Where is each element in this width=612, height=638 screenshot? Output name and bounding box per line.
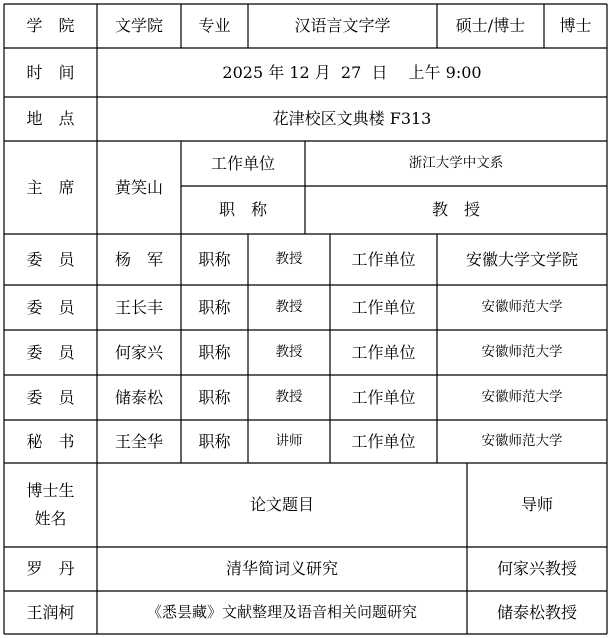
student-name: 罗 丹 <box>26 559 75 578</box>
secretary-unit-label: 工作单位 <box>351 431 416 451</box>
member-unit-label: 工作单位 <box>351 249 416 269</box>
member-role: 委 员 <box>26 297 75 317</box>
chair-role: 主 席 <box>26 177 75 197</box>
secretary-role: 秘 书 <box>26 431 75 451</box>
student-advisor: 储泰松教授 <box>496 602 577 622</box>
secretary-title: 讲师 <box>275 433 303 450</box>
member-title-label: 职称 <box>198 342 231 362</box>
degree-value: 博士 <box>559 16 592 35</box>
degree-label: 硕士/博士 <box>455 16 526 35</box>
chair-name: 黄笑山 <box>114 177 163 197</box>
member-unit-label: 工作单位 <box>351 387 416 407</box>
student-advisor: 何家兴教授 <box>496 559 577 578</box>
secretary-name: 王全华 <box>114 431 163 451</box>
member-title: 教授 <box>275 344 303 361</box>
major-label: 专业 <box>198 16 231 35</box>
student-thesis: 清华简词义研究 <box>225 559 338 578</box>
college-label: 学 院 <box>26 16 75 35</box>
student-name: 王润柯 <box>26 602 75 622</box>
member-unit: 安徽师范大学 <box>481 344 563 361</box>
time-label: 时 间 <box>26 62 75 82</box>
advisor-header: 导师 <box>520 495 553 514</box>
member-unit: 安徽大学文学院 <box>465 249 578 269</box>
chair-title-value: 教 授 <box>431 200 480 219</box>
student-name-header <box>4 463 97 547</box>
member-title: 教授 <box>275 251 303 268</box>
chair-title-label: 职 称 <box>218 200 267 219</box>
time-value: 2025 年 12 月 27 日 上午 9:00 <box>222 62 482 82</box>
member-name: 杨 军 <box>114 249 163 269</box>
student-name-header-line2: 姓名 <box>34 509 67 528</box>
member-unit-label: 工作单位 <box>351 342 416 362</box>
member-title: 教授 <box>275 299 303 316</box>
student-name-header-line1: 博士生 <box>26 481 75 500</box>
member-name: 储泰松 <box>114 387 163 407</box>
member-unit: 安徽师范大学 <box>481 299 563 316</box>
thesis-header: 论文题目 <box>249 495 314 514</box>
member-unit: 安徽师范大学 <box>481 389 563 406</box>
chair-unit-label: 工作单位 <box>210 153 275 173</box>
student-thesis: 《悉昙藏》文献整理及语音相关问题研究 <box>146 603 417 622</box>
member-name: 王长丰 <box>114 297 163 317</box>
member-title-label: 职称 <box>198 249 231 269</box>
chair-unit-value: 浙江大学中文系 <box>408 155 504 172</box>
member-role: 委 员 <box>26 387 75 407</box>
member-role: 委 员 <box>26 249 75 269</box>
member-name: 何家兴 <box>114 342 163 362</box>
member-title: 教授 <box>275 389 303 406</box>
secretary-title-label: 职称 <box>198 431 231 451</box>
member-title-label: 职称 <box>198 387 231 407</box>
member-title-label: 职称 <box>198 297 231 317</box>
college-value: 文学院 <box>114 16 163 35</box>
member-role: 委 员 <box>26 342 75 362</box>
major-value: 汉语言文字学 <box>294 16 391 35</box>
secretary-unit: 安徽师范大学 <box>481 433 563 450</box>
place-label: 地 点 <box>26 109 75 128</box>
member-unit-label: 工作单位 <box>351 297 416 317</box>
place-value: 花津校区文典楼 F313 <box>272 109 432 128</box>
